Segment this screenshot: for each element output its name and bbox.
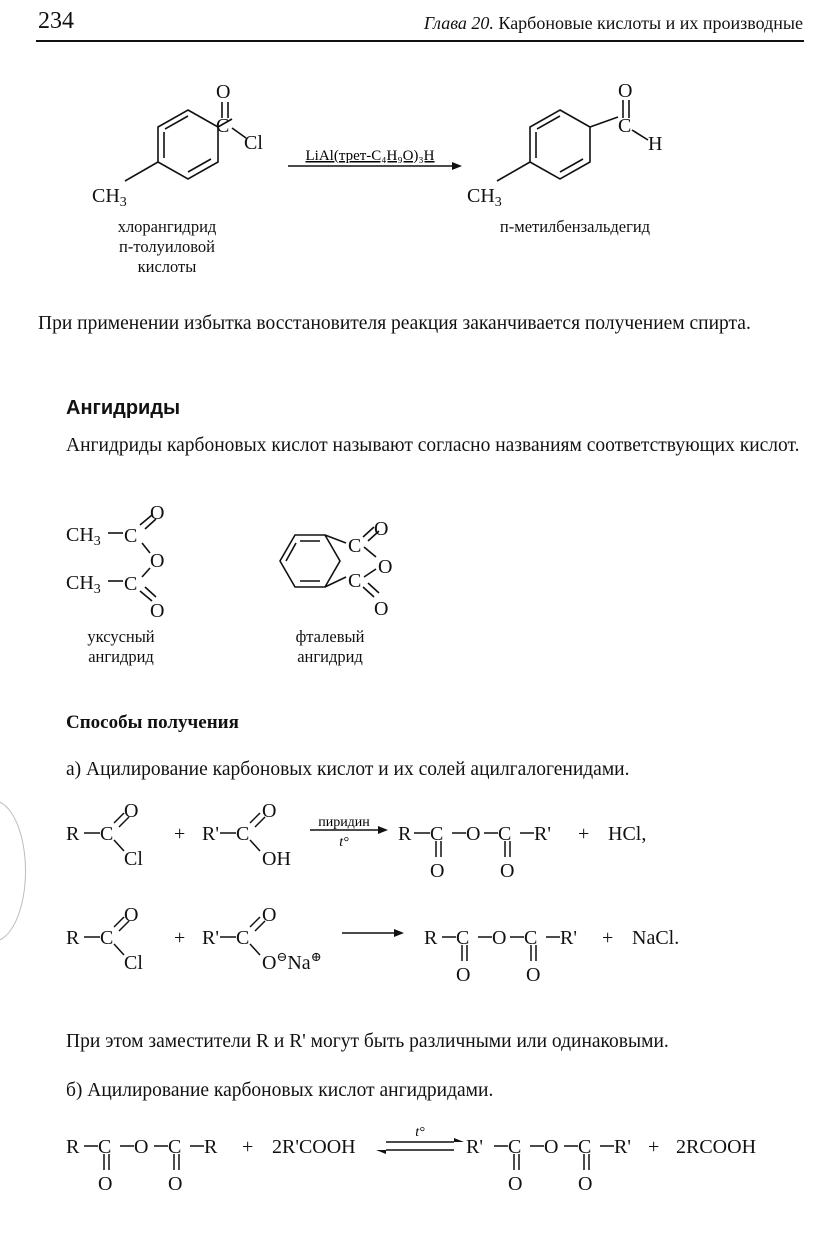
reaction-acyl-halide-salt bbox=[0, 895, 825, 985]
r-group: R bbox=[66, 823, 80, 845]
c-atom: C bbox=[456, 927, 470, 949]
substituent-note: При этом заместители R и R' могут быть различными или одинаковыми. bbox=[66, 1031, 669, 1052]
ch3-group: $CH_3$ bbox=[467, 185, 502, 210]
c-atom: C bbox=[124, 573, 138, 595]
header-rule bbox=[36, 40, 804, 42]
cl-atom: Cl bbox=[124, 848, 143, 870]
caption-line: ангидрид bbox=[88, 647, 154, 666]
oh-group: OH bbox=[262, 848, 291, 870]
c-atom: C bbox=[524, 927, 538, 949]
c-atom: C bbox=[578, 1136, 592, 1158]
r1-group: R' bbox=[614, 1136, 631, 1158]
c-atom: C bbox=[124, 525, 138, 547]
method-b-title: б) Ацилирование карбоновых кислот ангидридами. bbox=[66, 1080, 494, 1101]
c-atom: C bbox=[430, 823, 444, 845]
nacl-product: NaCl. bbox=[632, 927, 680, 949]
c-atom: C bbox=[508, 1136, 522, 1158]
page-number: 234 bbox=[38, 8, 74, 34]
caption-acetic-anhydride bbox=[56, 627, 186, 667]
plus: + bbox=[174, 927, 186, 949]
c-atom: C bbox=[100, 823, 114, 845]
o-atom: O bbox=[618, 80, 633, 102]
o-atom: O bbox=[150, 600, 165, 622]
acid-reactant: 2R'COOH bbox=[272, 1136, 356, 1158]
caption-line: фталевый bbox=[295, 627, 365, 646]
caption-line: п-толуиловой bbox=[119, 237, 215, 256]
chapter-title: Карбоновые кислоты и их производные bbox=[498, 13, 803, 33]
caption-acid-chloride bbox=[92, 217, 242, 277]
hcl-product: HCl, bbox=[608, 823, 647, 845]
o-atom: O bbox=[134, 1136, 149, 1158]
o-atom: O bbox=[466, 823, 481, 845]
caption-phthalic-anhydride bbox=[265, 627, 395, 667]
ch3-group: $CH_3$ bbox=[66, 524, 101, 549]
c-atom: C bbox=[348, 570, 362, 592]
running-header bbox=[424, 13, 803, 34]
caption-line: кислоты bbox=[137, 257, 197, 276]
c-atom: C bbox=[168, 1136, 182, 1158]
r-group: R bbox=[204, 1136, 218, 1158]
cl-atom: Cl bbox=[244, 132, 263, 154]
c-atom: C bbox=[216, 115, 230, 137]
acid-product: 2RCOOH bbox=[676, 1136, 757, 1158]
caption-line: ангидрид bbox=[297, 647, 363, 666]
c-atom: C bbox=[236, 823, 250, 845]
h-atom: H bbox=[648, 133, 663, 155]
paragraph-anhydride-naming: Ангидриды карбоновых кислот называют согласно названиям соответствующих кислот. bbox=[66, 435, 800, 456]
c-atom: C bbox=[348, 535, 362, 557]
o-atom: O bbox=[374, 518, 389, 540]
r-group: R bbox=[398, 823, 412, 845]
plus: + bbox=[242, 1136, 254, 1158]
plus: + bbox=[578, 823, 590, 845]
o-atom: O bbox=[544, 1136, 559, 1158]
o-atom: O bbox=[508, 1173, 523, 1195]
c-atom: C bbox=[100, 927, 114, 949]
ch3-group: $CH_3$ bbox=[92, 185, 127, 210]
c-atom: C bbox=[618, 115, 632, 137]
section-heading-anhydrides: Ангидриды bbox=[66, 397, 181, 419]
o-atom: O bbox=[374, 598, 389, 620]
reaction-anhydride-exchange bbox=[0, 1120, 825, 1200]
heat-label: t° bbox=[415, 1125, 425, 1140]
reagent-label: LiAl(трет-C₄H₉O)₃H bbox=[305, 148, 435, 164]
cl-atom: Cl bbox=[124, 952, 143, 974]
o-atom: O bbox=[168, 1173, 183, 1195]
plus: + bbox=[174, 823, 186, 845]
r1-group: R' bbox=[466, 1136, 483, 1158]
r-group: R bbox=[424, 927, 438, 949]
o-atom: O bbox=[98, 1173, 113, 1195]
o-atom: O bbox=[150, 502, 165, 524]
pyridine-label: пиридин bbox=[318, 815, 370, 830]
paragraph-excess-reductant: При применении избытка восстановителя реакция заканчивается получением спирта. bbox=[38, 313, 751, 334]
o-atom: O bbox=[492, 927, 507, 949]
c-atom: C bbox=[98, 1136, 112, 1158]
reaction-acyl-halide-acid bbox=[0, 795, 825, 885]
method-a-title: а) Ацилирование карбоновых кислот и их солей ацилгалогенидами. bbox=[66, 759, 630, 780]
c-atom: C bbox=[498, 823, 512, 845]
caption-line: уксусный bbox=[87, 627, 155, 646]
o-bridge: O bbox=[150, 550, 165, 572]
caption-aldehyde: п-метилбензальдегид bbox=[499, 217, 651, 236]
r-group: R bbox=[66, 927, 80, 949]
o-atom: O bbox=[526, 964, 541, 985]
r1-group: R' bbox=[202, 823, 219, 845]
r1-group: R' bbox=[534, 823, 551, 845]
heat-label: t° bbox=[339, 835, 349, 850]
plus: + bbox=[602, 927, 614, 949]
o-atom: O bbox=[216, 81, 231, 103]
o-atom: O bbox=[500, 860, 515, 882]
o-atom: O bbox=[124, 800, 139, 822]
r1-group: R' bbox=[560, 927, 577, 949]
o-atom: O bbox=[430, 860, 445, 882]
c-atom: C bbox=[236, 927, 250, 949]
o-bridge: O bbox=[378, 556, 393, 578]
anhydride-structures bbox=[0, 495, 825, 625]
o-atom: O bbox=[262, 800, 277, 822]
o-atom: O bbox=[262, 904, 277, 926]
caption-line: хлорангидрид bbox=[117, 217, 217, 236]
r-group: R bbox=[66, 1136, 80, 1158]
o-atom: O bbox=[578, 1173, 593, 1195]
ch3-group: $CH_3$ bbox=[66, 572, 101, 597]
carboxylate-group: O⊖Na⊕ bbox=[262, 949, 322, 974]
o-atom: O bbox=[456, 964, 471, 985]
subheading-methods: Способы получения bbox=[66, 712, 239, 733]
chapter-label: Глава 20. bbox=[423, 13, 494, 33]
o-atom: O bbox=[124, 904, 139, 926]
plus: + bbox=[648, 1136, 660, 1158]
r1-group: R' bbox=[202, 927, 219, 949]
